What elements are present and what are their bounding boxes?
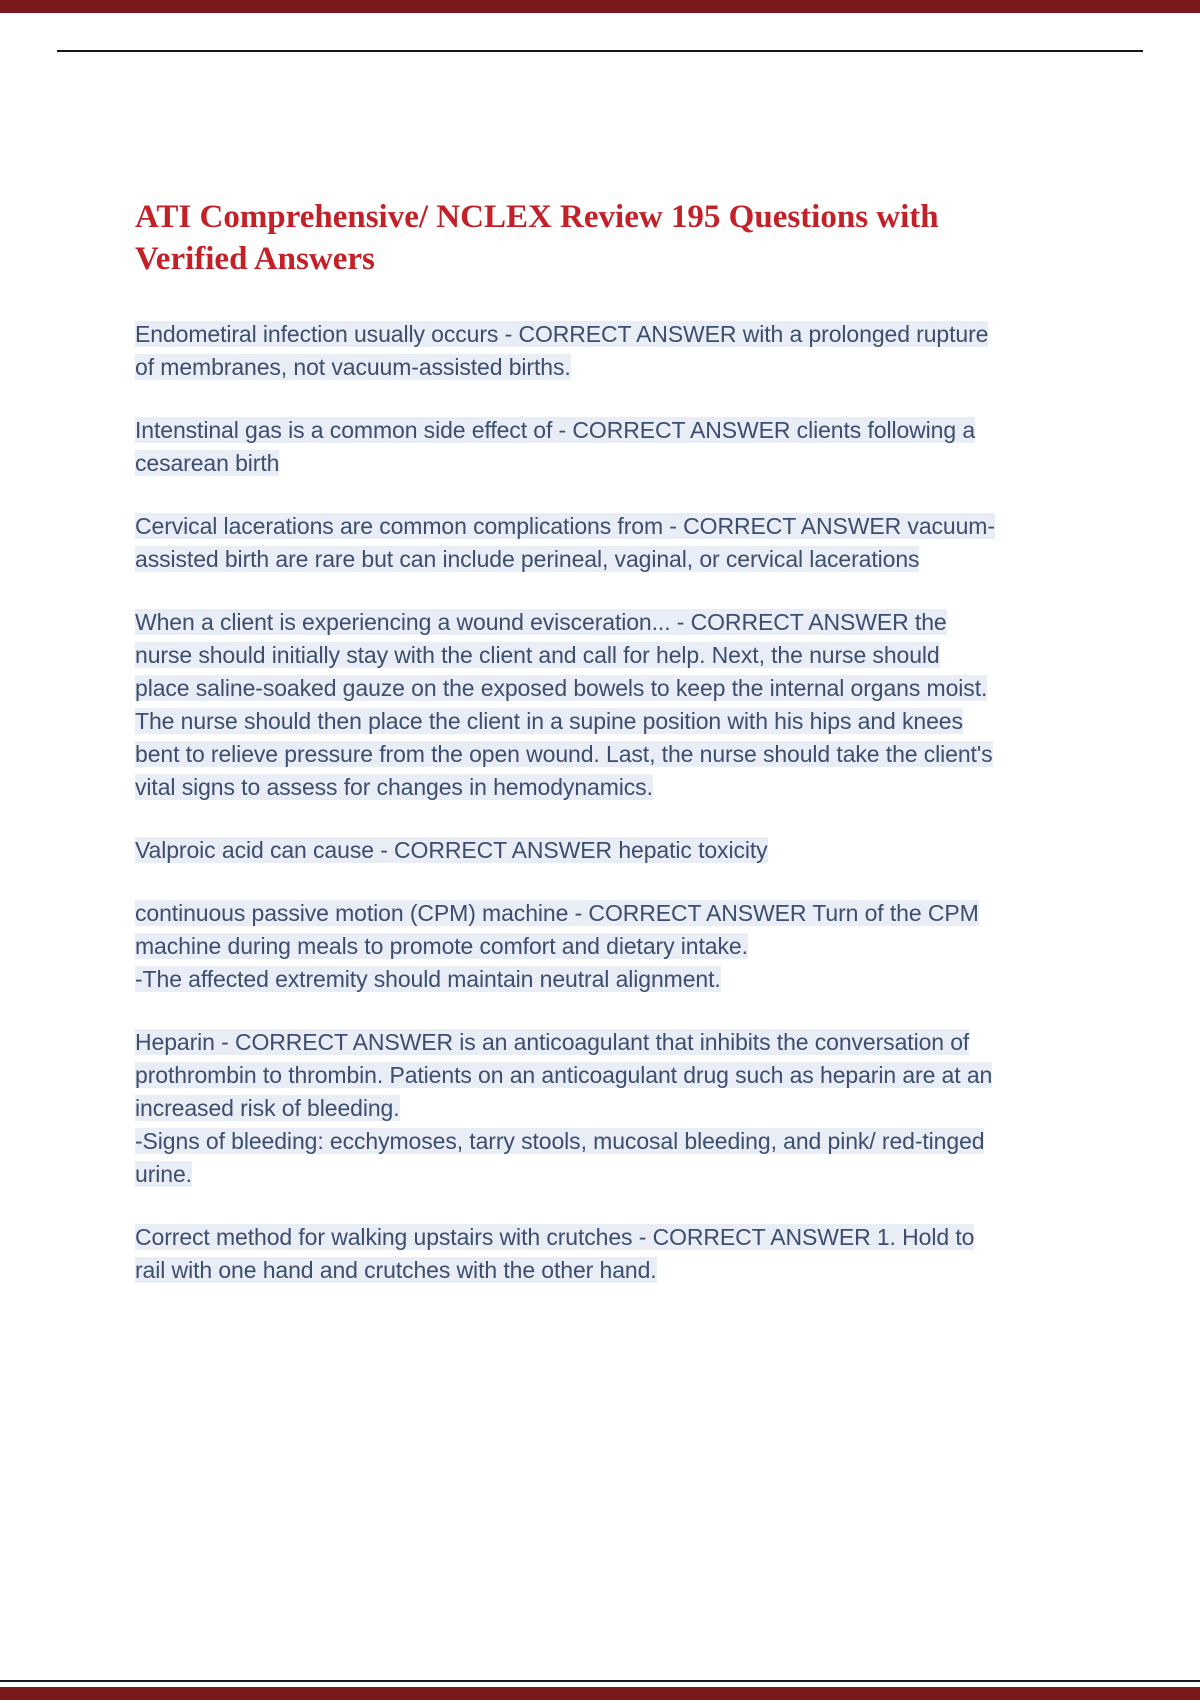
top-red-bar <box>0 0 1200 13</box>
page-title: ATI Comprehensive/ NCLEX Review 195 Questions with Verified Answers <box>135 199 939 277</box>
paragraph-text: continuous passive motion (CPM) machine - CORRECT ANSWER Turn of the CPM machine during meals to promote comfort and dietary intake. <box>135 900 979 959</box>
paragraph <box>135 1026 997 1191</box>
document-body <box>135 318 997 1287</box>
bottom-horizontal-rule <box>0 1680 1200 1682</box>
paragraph <box>135 897 997 996</box>
paragraph-text: Valproic acid can cause - CORRECT ANSWER hepatic toxicity <box>135 837 768 863</box>
paragraph-text: Endometiral infection usually occurs - CORRECT ANSWER with a prolonged rupture of membranes, not vacuum-assisted births. <box>135 321 989 380</box>
bottom-red-bar <box>0 1687 1200 1700</box>
paragraph <box>135 606 997 804</box>
paragraph-text: -The affected extremity should maintain neutral alignment. <box>135 966 721 992</box>
paragraph <box>135 510 997 576</box>
paragraph-text: Heparin - CORRECT ANSWER is an anticoagulant that inhibits the conversation of prothrombin to thrombin. Patients on an anticoagulant drug such as heparin are at an increased risk of bleeding. <box>135 1029 993 1121</box>
top-horizontal-rule <box>57 50 1143 52</box>
paragraph <box>135 414 997 480</box>
paragraph <box>135 318 997 384</box>
document-content <box>135 196 997 1317</box>
paragraph-text: When a client is experiencing a wound evisceration... - CORRECT ANSWER the nurse should initially stay with the client and call for help. Next, the nurse should place saline-soaked gauze on the exposed bowels to keep the internal organs moist. The nurse should then place the client in a supine position with his hips and knees bent to relieve pressure from the open wound. Last, the nurse should take the client's vital signs to assess for changes in hemodynamics. <box>135 609 993 800</box>
paragraph-text: -Signs of bleeding: ecchymoses, tarry stools, mucosal bleeding, and pink/ red-tinged urine. <box>135 1128 985 1187</box>
paragraph-text: Correct method for walking upstairs with crutches - CORRECT ANSWER 1. Hold to rail with one hand and crutches with the other hand. <box>135 1224 975 1283</box>
paragraph <box>135 1221 997 1287</box>
paragraph <box>135 834 997 867</box>
paragraph-text: Intenstinal gas is a common side effect of - CORRECT ANSWER clients following a cesarean birth <box>135 417 976 476</box>
paragraph-text: Cervical lacerations are common complications from - CORRECT ANSWER vacuum-assisted birth are rare but can include perineal, vaginal, or cervical lacerations <box>135 513 995 572</box>
